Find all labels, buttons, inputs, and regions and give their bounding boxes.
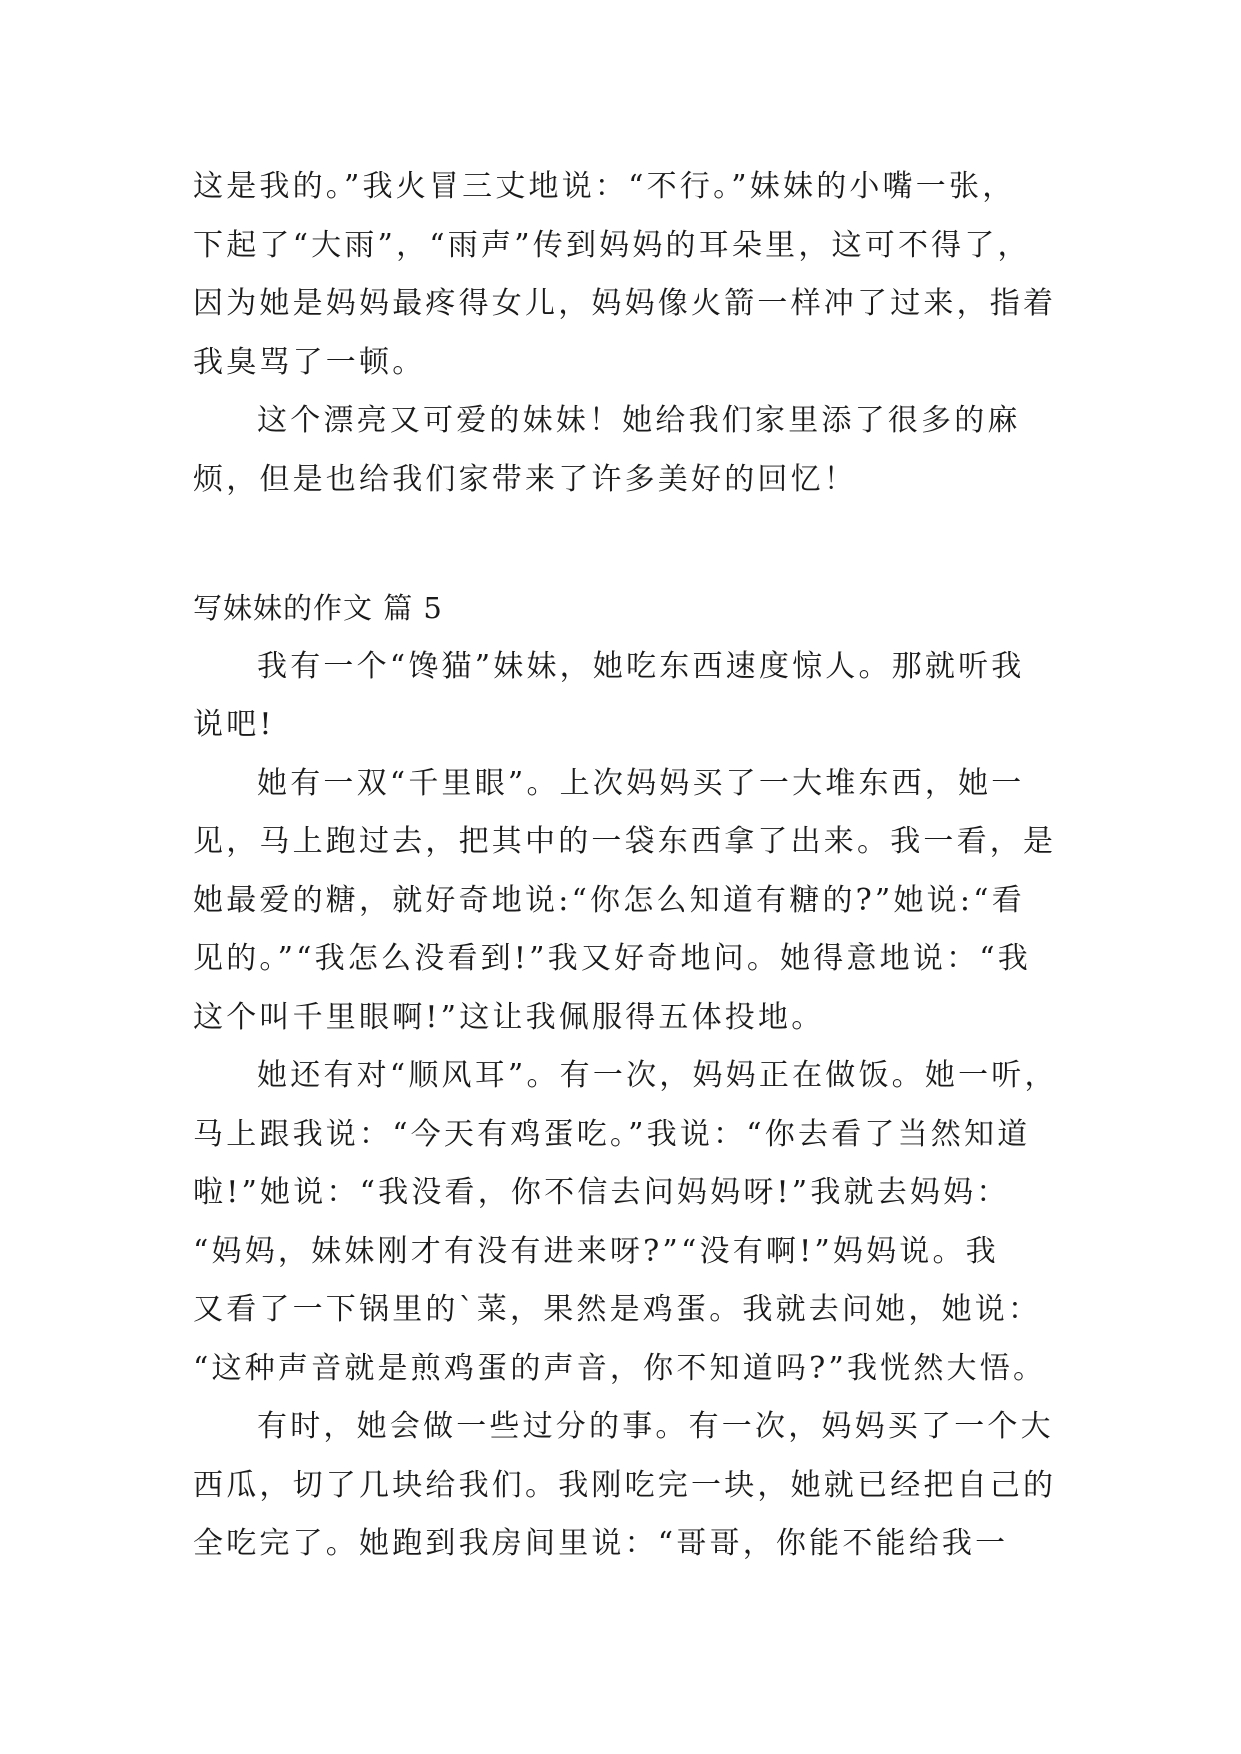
text-line: 她还有对“顺风耳”。有一次，妈妈正在做饭。她一听， (257, 1058, 1058, 1093)
text-line: 见，马上跑过去，把其中的一袋东西拿了出来。我一看，是 (193, 824, 1057, 859)
text-line: 她最爱的糖，就好奇地说:“你怎么知道有糖的?”她说:“看 (193, 882, 1025, 918)
text-line: 有时，她会做一些过分的事。有一次，妈妈买了一个大 (257, 1409, 1054, 1444)
text-line: 因为她是妈妈最疼得女儿，妈妈像火箭一样冲了过来，指着 (193, 286, 1057, 321)
text-line: 下起了“大雨”，“雨声”传到妈妈的耳朵里，这可不得了， (193, 227, 1031, 263)
text-line: 这个漂亮又可爱的妹妹！她给我们家里添了很多的麻 (257, 403, 1021, 438)
paragraph-1 (193, 158, 1057, 392)
text-line: “这种声音就是煎鸡蛋的声音，你不知道吗?”我恍然大悟。 (193, 1350, 1047, 1386)
text-line: 又看了一下锅里的`菜，果然是鸡蛋。我就去问她，她说： (193, 1292, 1042, 1327)
document-page (193, 158, 1058, 1574)
text-line: 马上跟我说：“今天有鸡蛋吃。”我说：“你去看了当然知道 (193, 1116, 1031, 1152)
paragraph-3 (193, 638, 1053, 755)
section-spacer (193, 509, 1053, 579)
text-line: 这个叫千里眼啊!”这让我佩服得五体投地。 (193, 999, 825, 1035)
paragraph-2 (193, 392, 1053, 509)
text-line: 烦，但是也给我们家带来了许多美好的回忆！ (193, 461, 857, 497)
text-line: 啦!”她说：“我没看，你不信去问妈妈呀!”我就去妈妈： (193, 1175, 1010, 1210)
text-line: 全吃完了。她跑到我房间里说：“哥哥，你能不能给我一 (193, 1526, 1009, 1561)
text-line: 见的。”“我怎么没看到!”我又好奇地问。她得意地说：“我 (193, 941, 1032, 976)
text-line: 她有一双“千里眼”。上次妈妈买了一大堆东西，她一 (257, 765, 1025, 801)
text-line: 我臭骂了一顿。 (193, 344, 426, 380)
text-line: “妈妈，妹妹刚才有没有进来呀?”“没有啊!”妈妈说。我 (193, 1233, 999, 1269)
text-line: 西瓜，切了几块给我们。我刚吃完一块，她就已经把自己的 (193, 1467, 1057, 1503)
text-line: 这是我的。”我火冒三丈地说：“不行。”妹妹的小嘴一张， (193, 169, 1016, 204)
text-line: 我有一个“馋猫”妹妹，她吃东西速度惊人。那就听我 (257, 648, 1025, 684)
text-line: 说吧! (193, 707, 275, 742)
paragraph-6 (193, 1398, 1057, 1574)
paragraph-5 (193, 1047, 1058, 1398)
section-heading: 写妹妹的作文 篇 5 (193, 591, 443, 625)
paragraph-4 (193, 755, 1057, 1048)
